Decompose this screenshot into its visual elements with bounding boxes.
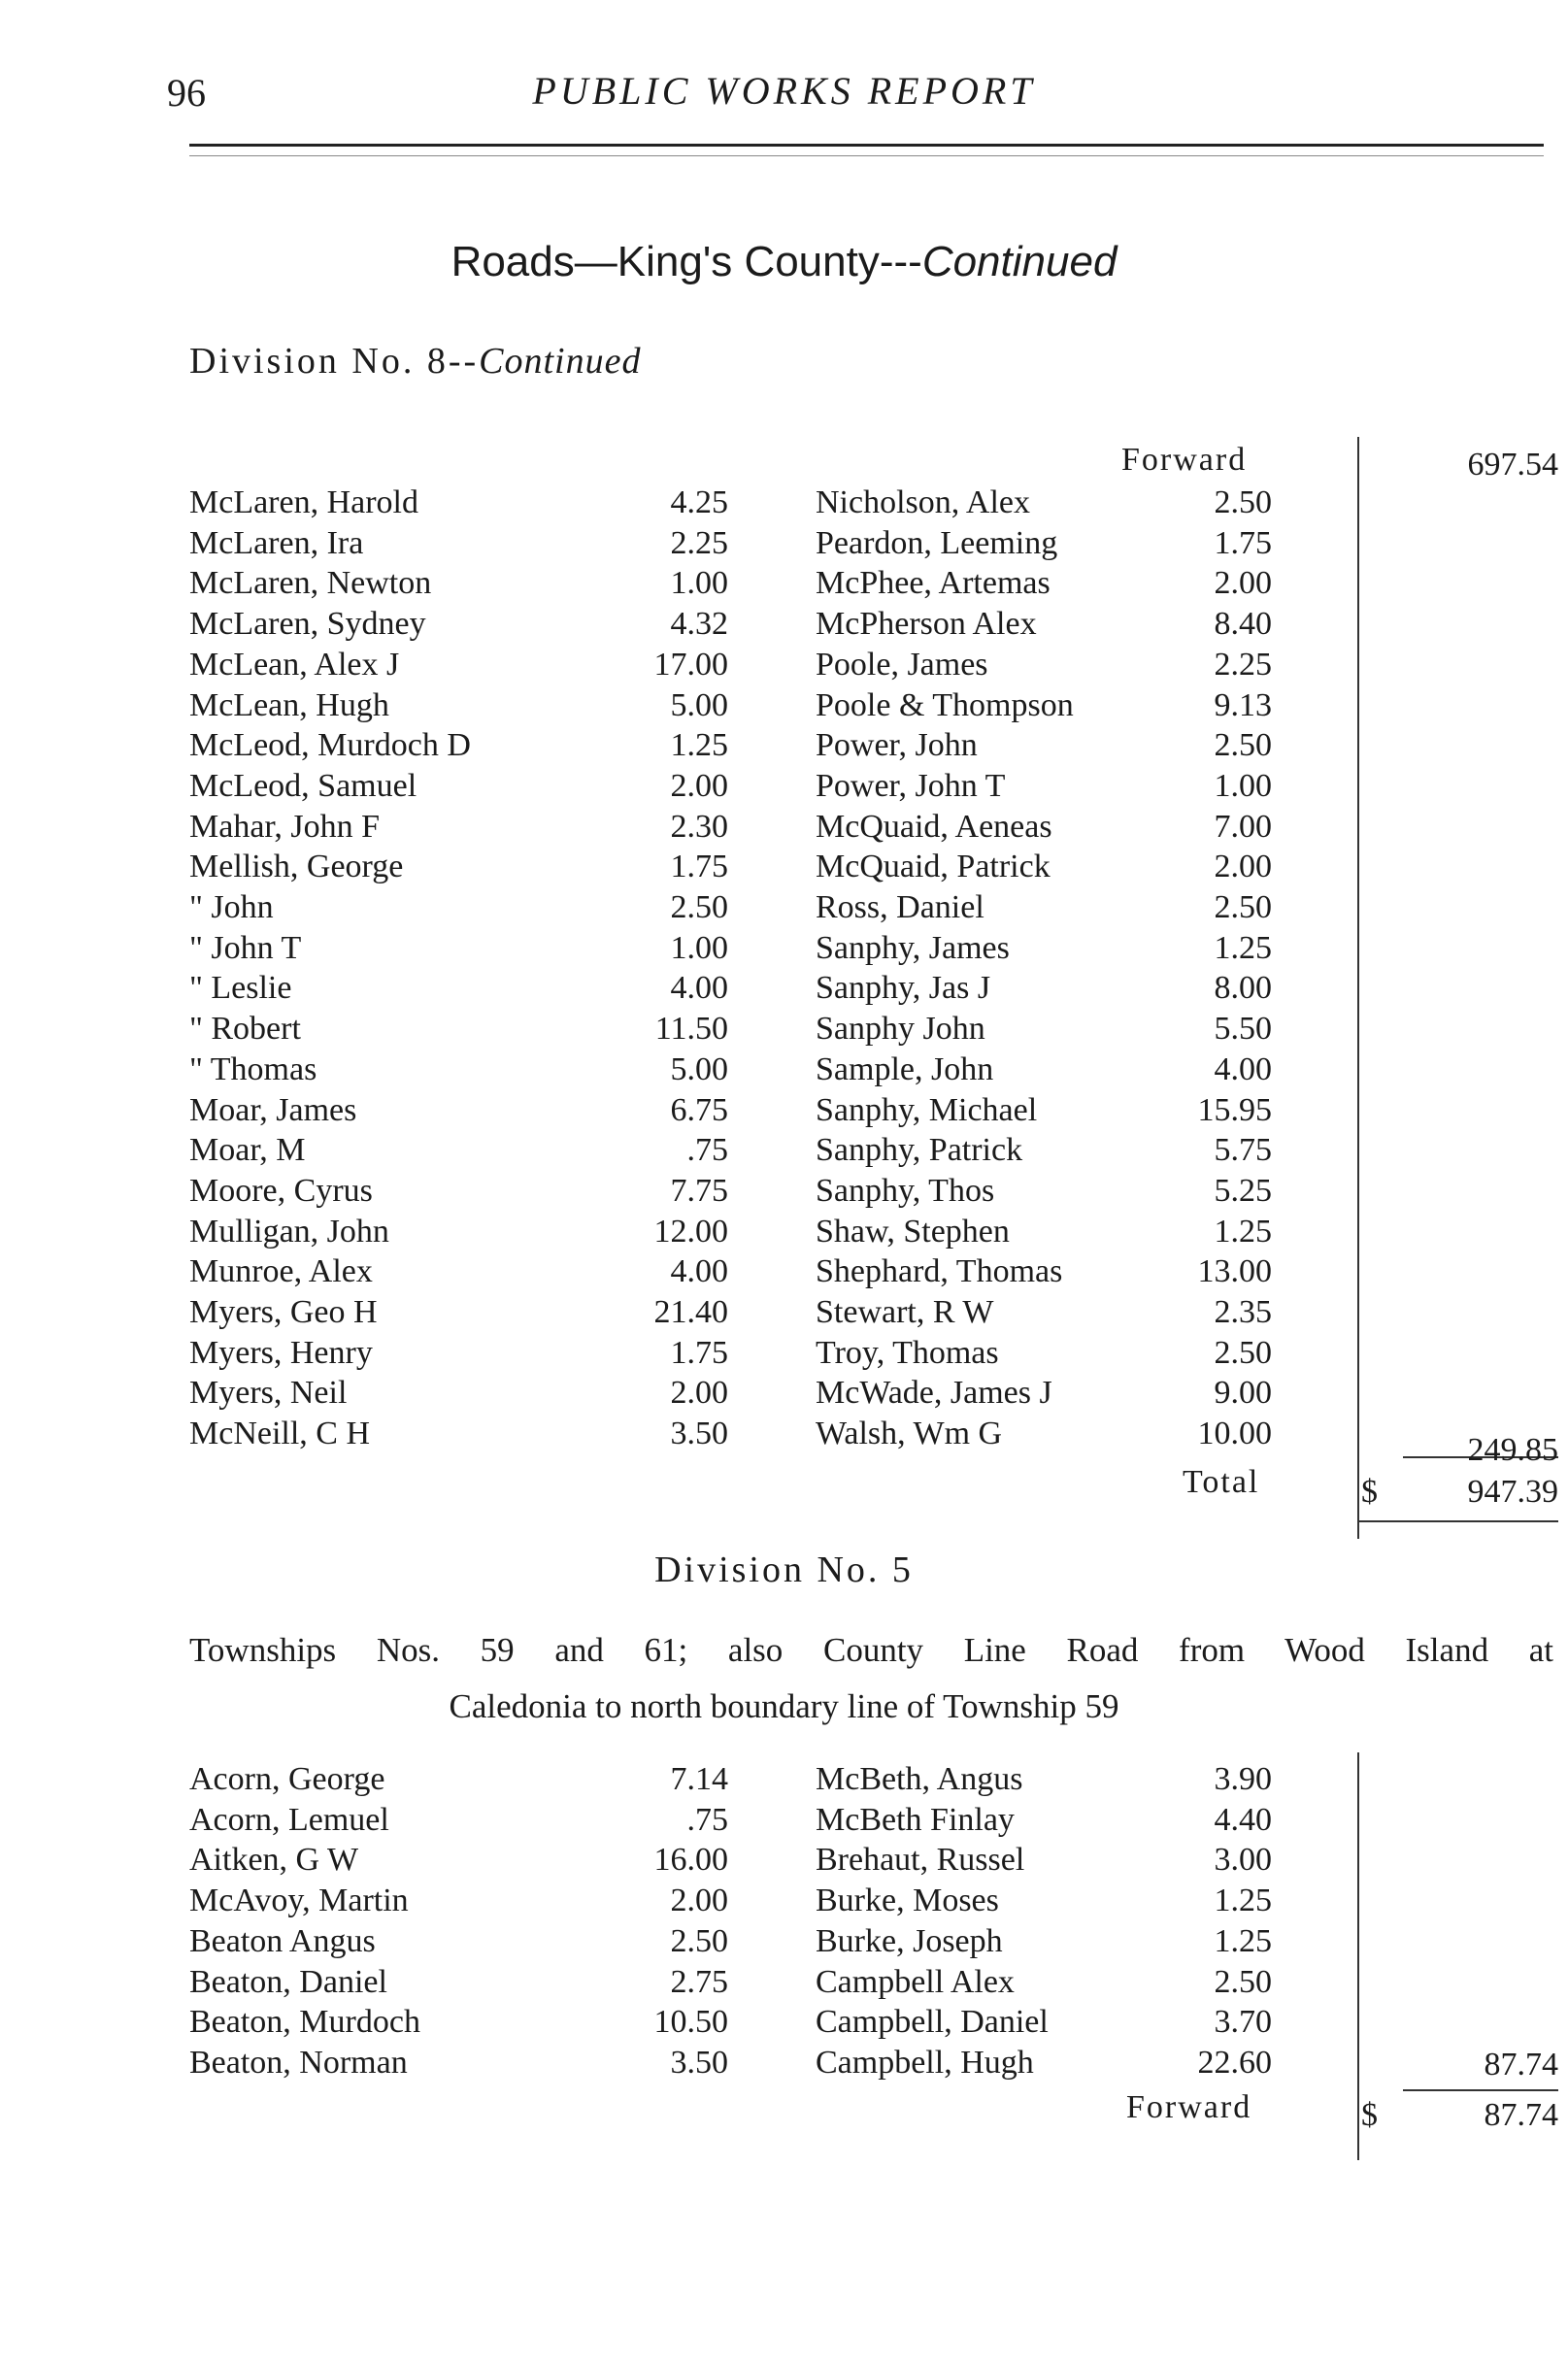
entry-amount: 2.00 [1214,849,1272,885]
entry-name: Walsh, Wm G [816,1416,1003,1452]
entry-name: Brehaut, Russel [816,1842,1025,1879]
entry-amount: 8.40 [1214,606,1272,643]
table-row [0,1373,1568,1414]
table-row [0,1212,1568,1252]
division-5-subtotal-rule [1403,2089,1558,2091]
entry-amount: 1.75 [670,849,728,885]
entry-amount: 4.00 [1214,1050,1272,1087]
division-8-total-label: Total [1183,1464,1260,1500]
entry-name: Moar, M [189,1132,306,1169]
entry-amount: 2.50 [670,1922,728,1959]
entry-amount: 4.32 [670,606,728,643]
entry-amount: 2.75 [670,1963,728,2000]
entry-name: McLeod, Samuel [189,767,417,804]
entry-name: Acorn, Lemuel [189,1801,389,1838]
entry-amount: 2.25 [670,524,728,561]
entry-name: McWade, James J [816,1375,1052,1412]
entry-amount: 1.25 [1214,1922,1272,1959]
entry-name: McLean, Hugh [189,686,389,723]
entry-name: Troy, Thomas [816,1334,999,1371]
table-row [0,1759,1568,1800]
entry-name: McPhee, Artemas [816,565,1051,602]
table-row [0,1962,1568,2003]
entry-name: McQuaid, Aeneas [816,808,1052,845]
division-8-forward-value: 697.54 [1467,447,1558,483]
entry-name: McLaren, Newton [189,565,432,602]
entry-amount: 2.25 [1214,646,1272,683]
table-row [0,928,1568,969]
entry-amount: 1.75 [670,1334,728,1371]
entry-name: " Thomas [189,1050,317,1087]
entry-name: Sanphy, Jas J [816,970,991,1007]
table-row [0,725,1568,766]
entry-name: " Robert [189,1011,301,1048]
entry-amount: 2.00 [670,1883,728,1919]
entry-amount: 5.75 [1214,1132,1272,1169]
entry-name: Mellish, George [189,849,404,885]
entry-amount: 13.00 [1197,1253,1272,1290]
entry-amount: 6.75 [670,1091,728,1128]
entry-name: Stewart, R W [816,1294,994,1330]
entry-amount: 5.00 [670,1050,728,1087]
entry-amount: 4.00 [670,1253,728,1290]
table-row [0,1130,1568,1171]
entry-amount: 3.00 [1214,1842,1272,1879]
entry-name: Poole, James [816,646,988,683]
table-row [0,1414,1568,1454]
entry-amount: 7.75 [670,1172,728,1209]
entry-amount: 16.00 [653,1842,728,1879]
entry-name: McLaren, Sydney [189,606,426,643]
entry-name: Campbell, Hugh [816,2044,1034,2081]
entry-name: Power, John T [816,767,1006,804]
table-row [0,1840,1568,1881]
entry-name: Sanphy, Michael [816,1091,1038,1128]
entry-amount: 1.75 [1214,524,1272,561]
entry-name: " Leslie [189,970,292,1007]
entry-name: Beaton Angus [189,1922,376,1959]
entry-name: Campbell Alex [816,1963,1015,2000]
entry-amount: 1.25 [1214,1883,1272,1919]
entry-amount: .75 [686,1132,728,1169]
table-row [0,1881,1568,1921]
entry-amount: 2.00 [1214,565,1272,602]
entry-name: McLaren, Harold [189,484,419,520]
entry-name: Nicholson, Alex [816,484,1030,520]
entry-amount: 5.00 [670,686,728,723]
entry-name: McAvoy, Martin [189,1883,409,1919]
entry-amount: 4.25 [670,484,728,520]
entry-name: Mulligan, John [189,1213,389,1250]
table-row [0,1009,1568,1050]
entry-name: Poole & Thompson [816,686,1074,723]
division-5-heading: Division No. 5 [654,1550,914,1590]
entry-name: Mahar, John F [189,808,381,845]
entry-amount: 1.00 [1214,767,1272,804]
entry-amount: 21.40 [653,1294,728,1330]
entry-amount: 1.25 [670,727,728,764]
entry-amount: 4.40 [1214,1801,1272,1838]
header-rule-thin [189,155,1544,156]
entry-amount: 3.90 [1214,1761,1272,1797]
entry-amount: 17.00 [653,646,728,683]
running-title: PUBLIC WORKS REPORT [532,69,1036,113]
entry-amount: 1.25 [1214,929,1272,966]
division-8-total-rule [1357,1520,1558,1522]
table-row [0,523,1568,564]
entry-name: McBeth, Angus [816,1761,1023,1797]
entry-name: Sanphy, Thos [816,1172,995,1209]
table-row [0,1800,1568,1841]
entry-name: Ross, Daniel [816,889,984,925]
entry-name: Campbell, Daniel [816,2004,1049,2041]
entry-name: McBeth Finlay [816,1801,1015,1838]
entry-amount: 9.00 [1214,1375,1272,1412]
table-row [0,645,1568,685]
entry-amount: 3.50 [670,2044,728,2081]
entry-name: Aitken, G W [189,1842,359,1879]
entry-amount: 2.35 [1214,1294,1272,1330]
division-8-heading-text: Division No. 8-- [189,341,480,382]
entry-amount: 2.50 [670,889,728,925]
table-row [0,968,1568,1009]
entry-amount: 1.00 [670,929,728,966]
division-8-column-rule [1357,437,1359,1539]
entry-name: Myers, Neil [189,1375,348,1412]
table-row [0,2002,1568,2043]
table-row [0,1251,1568,1292]
entry-name: " John [189,889,274,925]
entry-name: McLeod, Murdoch D [189,727,471,764]
division-8-forward-label: Forward [1121,442,1248,478]
table-row [0,847,1568,887]
table-row [0,1292,1568,1333]
division-8-continued: Continued [479,341,642,382]
entry-name: Beaton, Norman [189,2044,408,2081]
entry-name: Sanphy John [816,1011,985,1048]
entry-name: Burke, Joseph [816,1922,1003,1959]
entry-name: Sanphy, Patrick [816,1132,1023,1169]
table-row [0,807,1568,848]
division-8-heading [189,340,641,383]
division-5-subtotal: 87.74 [1484,2047,1558,2083]
division-5-forward-label: Forward [1126,2089,1252,2125]
table-row [0,1333,1568,1374]
entry-name: Beaton, Daniel [189,1963,387,2000]
section-title-main: Roads—King's County--- [450,238,922,285]
entry-amount: .75 [686,1801,728,1838]
entry-amount: 2.50 [1214,889,1272,925]
header-rule [189,144,1544,147]
division-5-column-rule [1357,1752,1359,2160]
entry-amount: 2.50 [1214,1963,1272,2000]
table-row [0,1050,1568,1090]
entry-amount: 4.00 [670,970,728,1007]
entry-amount: 11.50 [654,1011,728,1048]
division-5-description-line-1: Townships Nos. 59 and 61; also County Line Road from Wood Island at [189,1631,1553,1669]
division-8-subtotal: 249.85 [1467,1432,1558,1468]
entry-amount: 5.50 [1214,1011,1272,1048]
entry-name: Shephard, Thomas [816,1253,1063,1290]
entry-name: Shaw, Stephen [816,1213,1010,1250]
entry-amount: 1.25 [1214,1213,1272,1250]
table-row [0,887,1568,928]
table-row [0,1090,1568,1131]
entry-amount: 2.00 [670,1375,728,1412]
entry-amount: 2.00 [670,767,728,804]
entry-name: Myers, Henry [189,1334,373,1371]
division-8-total: 947.39 [1467,1474,1558,1510]
entry-name: McPherson Alex [816,606,1037,643]
entry-name: McLean, Alex J [189,646,400,683]
table-row [0,1171,1568,1212]
table-row [0,2043,1568,2083]
entry-name: Munroe, Alex [189,1253,373,1290]
entry-amount: 3.50 [670,1416,728,1452]
entry-name: Moar, James [189,1091,357,1128]
entry-amount: 12.00 [653,1213,728,1250]
entry-name: Peardon, Leeming [816,524,1058,561]
entry-amount: 8.00 [1214,970,1272,1007]
entry-name: Sample, John [816,1050,994,1087]
table-row [0,1921,1568,1962]
entry-amount: 10.00 [1197,1416,1272,1452]
entry-name: Acorn, George [189,1761,385,1797]
entry-amount: 1.00 [670,565,728,602]
table-row [0,483,1568,523]
entry-name: " John T [189,929,302,966]
division-5-forward-currency: $ [1361,2097,1380,2133]
division-5-description-line-2: Caledonia to north boundary line of Township 59 [449,1687,1119,1725]
section-title-continued: Continued [921,238,1118,285]
entry-name: Burke, Moses [816,1883,999,1919]
entry-amount: 7.14 [670,1761,728,1797]
page-number: 96 [167,71,206,115]
entry-name: Sanphy, James [816,929,1010,966]
table-row [0,766,1568,807]
entry-name: Beaton, Murdoch [189,2004,420,2041]
entry-name: Power, John [816,727,978,764]
entry-amount: 5.25 [1214,1172,1272,1209]
section-title [0,238,1568,286]
entry-name: McQuaid, Patrick [816,849,1051,885]
entry-amount: 10.50 [653,2004,728,2041]
division-5-forward-value: 87.74 [1484,2097,1558,2133]
table-row [0,685,1568,726]
division-8-total-currency: $ [1361,1474,1380,1510]
entry-amount: 2.50 [1214,727,1272,764]
entry-amount: 2.50 [1214,1334,1272,1371]
entry-name: McNeill, C H [189,1416,371,1452]
entry-name: Moore, Cyrus [189,1172,373,1209]
entry-name: Myers, Geo H [189,1294,378,1330]
entry-name: McLaren, Ira [189,524,364,561]
entry-amount: 15.95 [1197,1091,1272,1128]
entry-amount: 3.70 [1214,2004,1272,2041]
entry-amount: 2.30 [670,808,728,845]
entry-amount: 2.50 [1214,484,1272,520]
table-row [0,563,1568,604]
table-row [0,604,1568,645]
entry-amount: 7.00 [1214,808,1272,845]
entry-amount: 22.60 [1197,2044,1272,2081]
entry-amount: 9.13 [1214,686,1272,723]
